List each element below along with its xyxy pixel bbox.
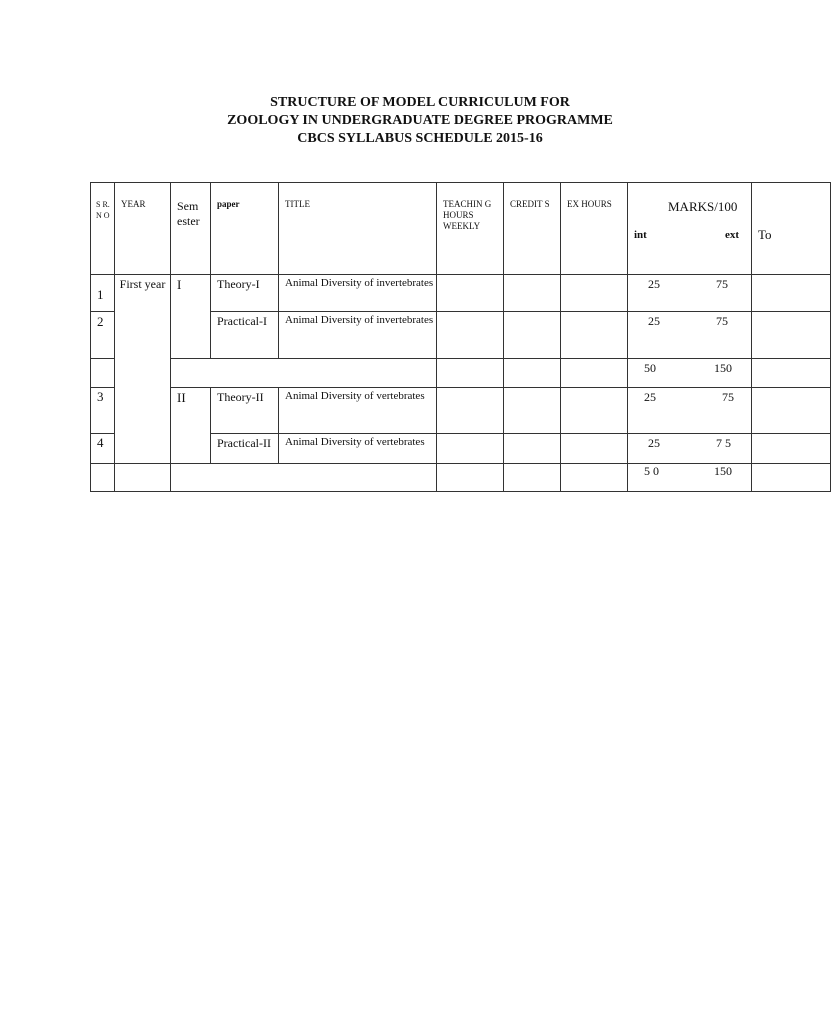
year-cell: First year	[115, 275, 171, 464]
row-title: Animal Diversity of vertebrates	[279, 388, 437, 434]
subtotal-year	[115, 464, 171, 492]
row-total	[752, 388, 831, 434]
row-paper: Practical-II	[211, 434, 279, 464]
subtotal-ext: 150	[714, 464, 732, 478]
subtotal-span	[171, 359, 437, 388]
header-semester: Sem ester	[171, 183, 211, 275]
marks-title: MARKS/100	[668, 199, 738, 214]
header-srno: S R. N O	[91, 183, 115, 275]
header-year: YEAR	[115, 183, 171, 275]
row-ext: 7 5	[716, 436, 731, 450]
row-total	[752, 434, 831, 464]
row-ex-hours	[561, 312, 628, 359]
subtotal-teaching-hours	[437, 464, 504, 492]
subtotal-ext: 150	[714, 361, 732, 375]
table-row	[91, 275, 831, 312]
row-paper: Theory-II	[211, 388, 279, 434]
header-teaching-hours: TEACHIN G HOURS WEEKLY	[437, 183, 504, 275]
row-paper: Theory-I	[211, 275, 279, 312]
subtotal-ex-hours	[561, 464, 628, 492]
row-srno: 1	[91, 275, 115, 312]
header-ex-hours: EX HOURS	[561, 183, 628, 275]
subtotal-row	[91, 359, 831, 388]
row-ext: 75	[716, 277, 728, 291]
title-line-3: CBCS SYLLABUS SCHEDULE 2015-16	[297, 131, 543, 146]
subtotal-srno	[91, 464, 115, 492]
row-title: Animal Diversity of vertebrates	[279, 434, 437, 464]
table-row	[91, 388, 831, 434]
row-marks	[628, 275, 752, 312]
header-credits: CREDIT S	[504, 183, 561, 275]
header-marks	[628, 183, 752, 275]
row-credits	[504, 312, 561, 359]
subtotal-row	[91, 464, 831, 492]
row-srno: 3	[91, 388, 115, 434]
row-int: 25	[644, 390, 656, 404]
semester-cell: I	[171, 275, 211, 359]
row-ex-hours	[561, 275, 628, 312]
row-teaching-hours	[437, 434, 504, 464]
row-srno: 2	[91, 312, 115, 359]
subtotal-teaching-hours	[437, 359, 504, 388]
header-paper: paper	[211, 183, 279, 275]
header-total: To	[752, 183, 831, 275]
subtotal-int: 50	[644, 361, 656, 375]
row-ex-hours	[561, 388, 628, 434]
title-line-1: STRUCTURE OF MODEL CURRICULUM FOR	[270, 95, 570, 110]
row-marks	[628, 388, 752, 434]
row-int: 25	[648, 436, 660, 450]
row-credits	[504, 388, 561, 434]
subtotal-credits	[504, 464, 561, 492]
row-ext: 75	[716, 314, 728, 328]
row-int: 25	[648, 314, 660, 328]
row-int: 25	[648, 277, 660, 291]
subtotal-srno	[91, 359, 115, 388]
row-ex-hours	[561, 434, 628, 464]
row-teaching-hours	[437, 275, 504, 312]
row-total	[752, 312, 831, 359]
row-marks	[628, 312, 752, 359]
subtotal-int: 5 0	[644, 464, 659, 478]
marks-int-label: int	[634, 229, 647, 241]
row-credits	[504, 434, 561, 464]
subtotal-marks	[628, 359, 752, 388]
marks-ext-label: ext	[724, 229, 739, 241]
row-credits	[504, 275, 561, 312]
row-teaching-hours	[437, 312, 504, 359]
row-total	[752, 275, 831, 312]
subtotal-total	[752, 359, 831, 388]
row-title: Animal Diversity of invertebrates	[279, 312, 437, 359]
header-row	[91, 183, 831, 275]
subtotal-ex-hours	[561, 359, 628, 388]
subtotal-marks	[628, 464, 752, 492]
row-paper: Practical-I	[211, 312, 279, 359]
subtotal-span	[171, 464, 437, 492]
header-title: TITLE	[279, 183, 437, 275]
row-title: Animal Diversity of invertebrates	[279, 275, 437, 312]
subtotal-total	[752, 464, 831, 492]
title-line-2: ZOOLOGY IN UNDERGRADUATE DEGREE PROGRAMME	[227, 113, 613, 128]
row-ext: 75	[722, 390, 734, 404]
row-teaching-hours	[437, 388, 504, 434]
semester-cell: II	[171, 388, 211, 464]
curriculum-table	[90, 182, 831, 492]
row-srno: 4	[91, 434, 115, 464]
row-marks	[628, 434, 752, 464]
subtotal-credits	[504, 359, 561, 388]
